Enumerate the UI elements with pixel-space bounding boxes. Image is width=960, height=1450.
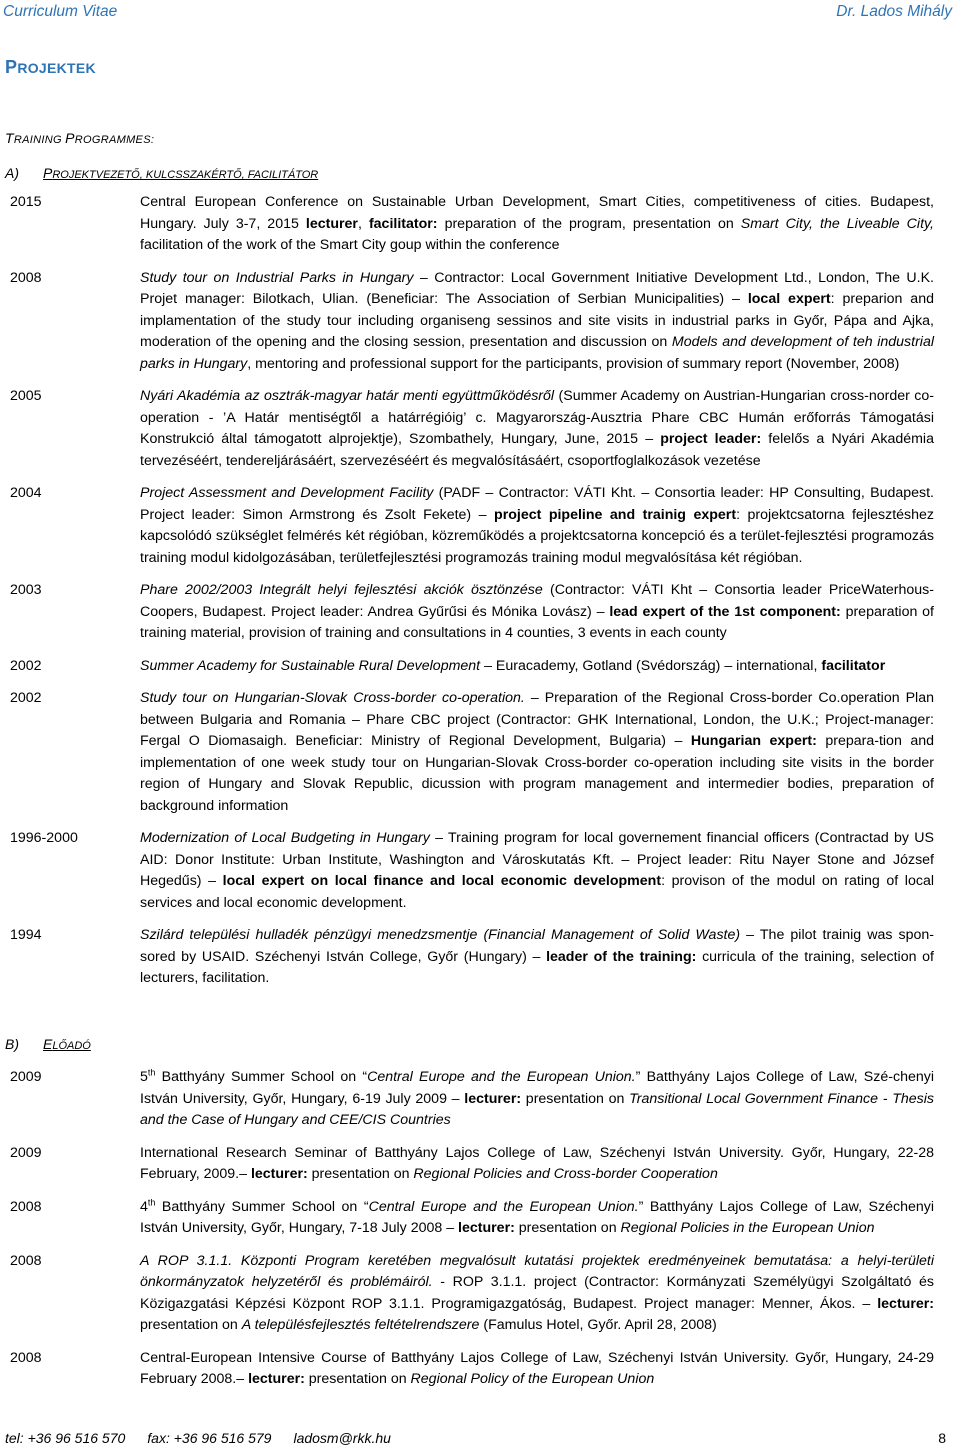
entry-year: 2002: [10, 657, 42, 674]
entry-text: facilitator: [821, 657, 886, 674]
entry-text: : preparion and implamentation of the study tour including organiseng sessinos and site visits in industrial parks in Győr, Pápa and Ajka, moderation of the opening and the closing session, presentation and discussion on: [140, 291, 934, 350]
entry-text: leader of the training:: [546, 948, 697, 965]
entry-text: facilitator:: [368, 215, 438, 232]
entry-text: curricula of the training, selection of lecturers, facilitation.: [140, 948, 934, 986]
entry-text: lecturer:: [248, 1371, 305, 1387]
section-a-entries: [10, 192, 934, 990]
entry-text: , mentoring and professional support for the participants, provision of summary report (November, 2008): [247, 355, 900, 372]
entry-text: th: [147, 1067, 156, 1078]
entry-text: Central-European Intensive Course of Batthyány Lajos College of Law, Széchenyi István University. Győr, Hungary, 24-29 February 2008.–: [140, 1349, 934, 1387]
entry-text: project leader:: [660, 431, 762, 447]
entry-text: Project Assessment and Development Facility: [140, 485, 434, 501]
entry-text: th: [147, 1196, 156, 1207]
entry-text: – Preparation of the Regional Cross-border Co.operation Plan between Bulgaria and Romania – Phare CBC project (Contractor: GHK International, London, the U.K.; Project-manager: Fergal O Diomasaigh. Beneficiar: Ministry of Regional Development, Bulgaria) –: [140, 690, 934, 749]
entry-text: (PADF – Contractor: VÁTI Kht. – Consortia leader: HP Consulting, Budapest. Project leader: Simon Armstrong és Zsolt Fekete) –: [140, 485, 934, 523]
title-initial: P: [5, 57, 18, 77]
entry: [10, 386, 934, 472]
entry-text: Study tour on Hungarian-Slovak Cross-border co-operation.: [140, 690, 525, 706]
entry-year: 2008: [10, 1198, 42, 1215]
entry-text: – Contractor: Local Government Initiative Development Ltd., London, The U.K. Projet manager: Bilotkach, Ulian. (Beneficiar: The Association of Serbian Municipalities) –: [140, 269, 934, 307]
entry-text: lecturer:: [458, 1220, 515, 1236]
entry-year: 2005: [10, 388, 42, 404]
entry-text: Central Europe and the European Union.: [368, 1198, 639, 1215]
entry-text: : provison of the modul on rating of local services and local economic development.: [140, 873, 934, 911]
footer-phone: tel: +36 96 516 570: [5, 1430, 126, 1446]
entry-text: presentation on: [304, 1371, 411, 1387]
entry: [10, 1067, 934, 1132]
entry-text: – Euracademy, Gotland (Svédország) – international,: [480, 657, 822, 674]
entry-text: Transitional Local Government Finance - Thesis and the Case of Hungary and CEE/CIS Countries: [140, 1090, 934, 1128]
page-footer: [5, 1428, 946, 1450]
entry-text: preparation of the program, presentation on: [437, 215, 741, 232]
entry-text: (Famulus Hotel, Győr. April 28, 2008): [479, 1317, 717, 1333]
entry-text: Central Europe and the European Union.: [367, 1069, 636, 1085]
entry: [10, 828, 934, 914]
entry-year: 2002: [10, 690, 42, 706]
entry-text: Regional Policies in the European Union: [620, 1220, 875, 1236]
entry-text: – Training program for local governement financial officers (Contractad by US AID: Donor Institute: Urban Institute, Washington and Városkutatás Kft. – Project leader: Ritu Nayer Stone and József Hegedűs) –: [140, 830, 935, 889]
entry-text: Study tour on Industrial Parks in Hungary: [140, 269, 414, 286]
subtitle-part-1: RAINING: [13, 134, 66, 146]
entry: [10, 268, 934, 376]
section-a-rest: ROJEKTVEZETŐ, KULCSSZAKÉRTŐ, FACILITÁTOR: [52, 169, 319, 181]
entry-text: Summer Academy for Sustainable Rural Development: [140, 657, 481, 674]
entry-text: Regional Policy of the European Union: [410, 1371, 655, 1387]
section-a-label: A): [5, 165, 19, 181]
header-author-name: Dr. Lados Mihály: [836, 3, 952, 20]
section-b-initial: E: [43, 1036, 53, 1052]
entry-text: Batthyány Summer School on “: [155, 1069, 368, 1085]
entry-text: Models and development of teh industrial parks in Hungary: [140, 334, 935, 372]
entry-text: project pipeline and trainig expert: [494, 506, 737, 523]
entry-text: facilitation of the work of the Smart City goup within the conference: [140, 237, 560, 253]
entry-year: 2004: [10, 485, 42, 501]
entry: [10, 925, 934, 990]
subtitle-initial-2: P: [65, 130, 75, 146]
entry: [10, 192, 934, 257]
entry-year: 2003: [10, 582, 42, 598]
entry-text: local expert: [747, 291, 831, 307]
entry: [10, 1143, 934, 1186]
entry-year: 2009: [10, 1144, 42, 1161]
title-rest: ROJEKTEK: [17, 60, 96, 76]
entry-text: prepara-tion and implementation of one week study tour on Hungarian-Slovak Cross-border co-operation including site visits in the border region of Hungary and Slovak Republic, dicussion with program management and intermedier bodies, preparation of background information: [140, 733, 934, 814]
entry-text: Central European Conference on Sustainable Urban Development, Smart Cities, competitiveness of cities. Budapest, Hungary. July 3-7, 2015: [140, 194, 934, 232]
section-a-initial: P: [43, 165, 53, 181]
entry-text: 5: [140, 1069, 148, 1085]
entry-text: International Research Seminar of Batthyány Lajos College of Law, Széchenyi István University. Győr, Hungary, 22-28 February, 2009.–: [140, 1144, 934, 1182]
entry-text: lecturer:: [464, 1090, 522, 1107]
entry-text: presentation on: [521, 1090, 630, 1107]
entry-text: local expert on local finance and local economic development: [222, 873, 662, 889]
subtitle-initial-1: T: [5, 130, 14, 146]
section-b-heading: [5, 1034, 91, 1058]
entry-text: ” Batthyány Lajos College of Law, Szé-chenyi István University, Győr, Hungary, 6-19 July 2009 –: [140, 1069, 934, 1107]
entry-text: felelős a Nyári Akadémia tervezéséért, tendereljárásáért, szervezéséért és megvalósításáért, csoportfoglalkozások vezetése: [140, 431, 934, 469]
entry-text: lecturer:: [877, 1295, 934, 1312]
entry-text: : projektcsatorna fejlesztéshez kapcsolódó szükséglet felmérés két régióban, közreműködés a projektcsatorna koncepció és a terület-fejlesztési programozás training modul kidolgozásában, területfejlesztési programozás training modul megvalósítása két régióban.: [140, 506, 934, 566]
entry-text: ” Batthyány Lajos College of Law, Széchenyi István University, Győr, Hungary, 7-18 July 2008 –: [140, 1198, 934, 1236]
entry-text: (Summer Academy on Austrian-Hungarian cross-norder co-operation - ’A Határ mentiségtől a határrégióig’ c. Magyarország-Ausztria Phare CBC Humán erőforrás Támogatási Konstrukció által támogatott alprojektje), Szombathely, Hungary, June, 2015 –: [140, 388, 934, 447]
entry-year: 1996-2000: [10, 830, 78, 846]
entry: [10, 1197, 934, 1240]
entry: [10, 1251, 934, 1337]
footer-email: ladosm@rkk.hu: [293, 1430, 391, 1446]
entry-text: ,: [357, 215, 369, 232]
section-b-label: B): [5, 1036, 19, 1052]
section-a-heading: [5, 163, 318, 187]
entry: [10, 688, 934, 817]
entry-text: Regional Policies and Cross-border Cooperation: [413, 1166, 718, 1182]
page-number: 8: [938, 1430, 946, 1446]
entry: [10, 483, 934, 569]
subsection-title: [5, 128, 154, 152]
section-b-rest: LŐADÓ: [52, 1040, 91, 1052]
section-b-entries: [10, 1067, 934, 1391]
entry-year: 2015: [10, 194, 42, 210]
entry-year: 2009: [10, 1069, 42, 1085]
entry-text: Nyári Akadémia az osztrák-magyar határ menti együttműködésről: [140, 388, 555, 404]
entry: [10, 656, 934, 678]
entry-text: Phare 2002/2003 Integrált helyi fejlesztési akciók ösztönzése: [140, 582, 543, 598]
entry-text: Smart City, the Liveable City,: [740, 215, 934, 232]
entry: [10, 1348, 934, 1391]
entry-text: lecturer:: [250, 1166, 308, 1182]
entry-text: presentation on: [307, 1166, 414, 1182]
entry-text: Szilárd települési hulladék pénzügyi menedzsmentje (Financial Management of Solid Waste): [140, 927, 741, 943]
entry-text: lecturer: [305, 215, 358, 232]
entry-year: 2008: [10, 1349, 42, 1366]
entry-text: preparation of training material, provision of training and consultations in 4 counties, 3 events in each county: [140, 603, 934, 641]
entry-text: A településfejlesztés feltételrendszere: [241, 1317, 480, 1333]
entry-text: Hungarian expert:: [690, 733, 817, 749]
entry-text: presentation on: [140, 1317, 242, 1333]
entry-text: Batthyány Summer School on “: [155, 1198, 369, 1215]
entry-text: lead expert of the 1st component:: [609, 603, 841, 620]
subtitle-part-2: ROGRAMMES:: [74, 134, 155, 146]
entry-text: 4: [140, 1198, 148, 1215]
entry-text: Modernization of Local Budgeting in Hungary: [140, 830, 430, 846]
entry-text: - ROP 3.1.1. project (Contractor: Kormányzati Személyügyi Szolgáltató és Közigazgatási Képzési Központ ROP 3.1.1. Programigazgatóság, Budapest. Project manager: Menner, Ákos. –: [140, 1274, 934, 1312]
section-title: [5, 57, 96, 80]
entry-text: presentation on: [514, 1220, 621, 1236]
entry-year: 1994: [10, 927, 42, 943]
entry-text: A ROP 3.1.1. Központi Program keretében megvalósult kutatási projektek eredményeinek bemutatása: a helyi-területi önkormányzatok helyzetéről és problémáiról.: [140, 1252, 934, 1290]
entry-year: 2008: [10, 1252, 42, 1269]
footer-fax: fax: +36 96 516 579: [147, 1430, 272, 1446]
page-header: [0, 0, 960, 22]
entry: [10, 580, 934, 645]
header-doc-title: Curriculum Vitae: [3, 3, 118, 20]
entry-text: – The pilot trainig was spon-sored by USAID. Széchenyi István College, Győr (Hungary) –: [140, 927, 934, 965]
entry-text: (Contractor: VÁTI Kht – Consortia leader PriceWaterhous-Coopers, Budapest. Project leader: Andrea Gyűrűsi és Mónika Lovász) –: [140, 582, 934, 620]
entry-year: 2008: [10, 269, 42, 286]
